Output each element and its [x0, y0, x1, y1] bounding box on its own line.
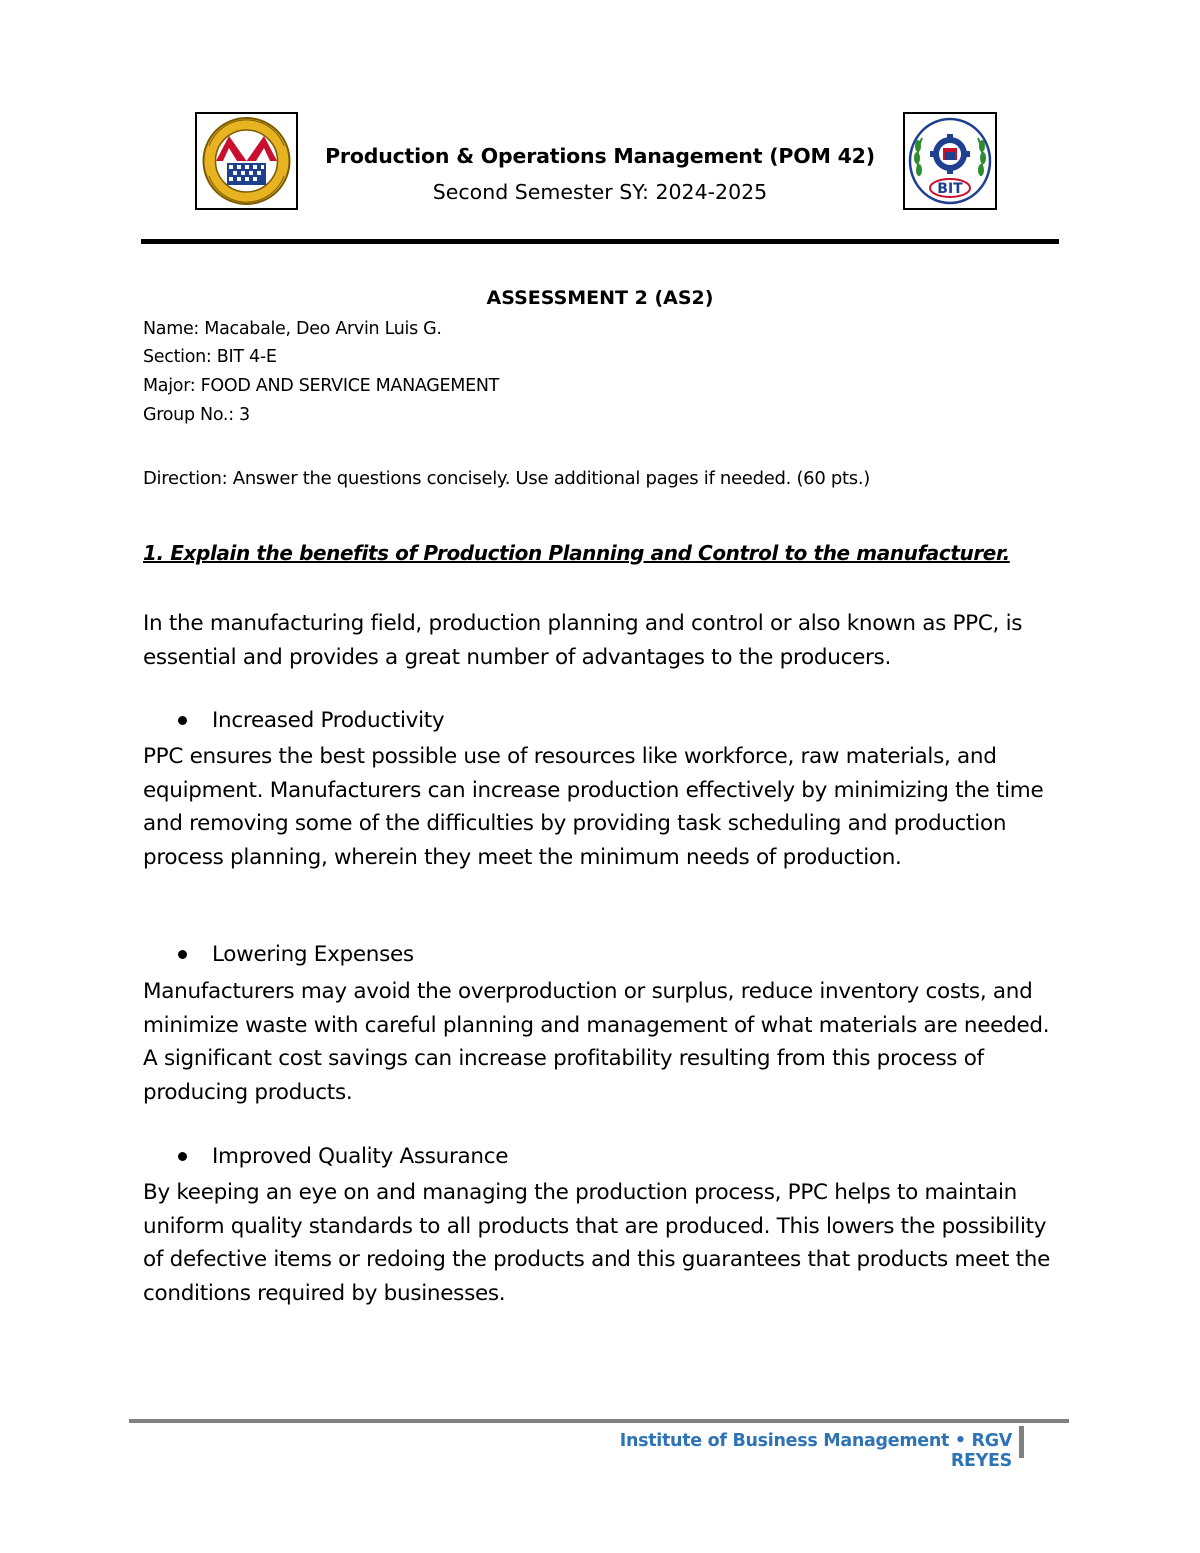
- bullet-heading-text: Improved Quality Assurance: [212, 1144, 509, 1169]
- question-1-title: 1. Explain the benefits of Production Planning and Control to the manufacturer.: [143, 541, 1010, 565]
- student-major: Major: FOOD AND SERVICE MANAGEMENT: [143, 376, 500, 396]
- bullet-heading-text: Increased Productivity: [212, 708, 445, 733]
- benefit-paragraph: Manufacturers may avoid the overproduction or surplus, reduce inventory costs, and minimize waste with careful planning and management of what materials are needed. A significant cost savings can increase profitability resulting from this process of producing products.: [143, 979, 1050, 1105]
- bit-logo-text: BIT: [937, 181, 963, 197]
- bullet-icon: [178, 1152, 187, 1161]
- benefit-paragraph: PPC ensures the best possible use of resources like workforce, raw materials, and equipment. Manufacturers can increase production effectively by minimizing the time and removing some of the difficulties by providing task scheduling and production process planning, wherein they meet the minimum needs of production.: [143, 744, 1044, 870]
- college-seal-icon: [199, 116, 294, 206]
- student-name: Name: Macabale, Deo Arvin Luis G.: [143, 319, 442, 339]
- college-seal-logo: [195, 112, 298, 210]
- benefit-paragraph: By keeping an eye on and managing the production process, PPC helps to maintain uniform quality standards to all products that are produced. This lowers the possibility of defective items or redoing the products and this guarantees that products meet the conditions required by businesses.: [143, 1180, 1051, 1306]
- bullet-heading-text: Lowering Expenses: [212, 942, 414, 967]
- footer-divider: [129, 1419, 1069, 1423]
- assessment-title: ASSESSMENT 2 (AS2): [486, 287, 714, 309]
- student-section: Section: BIT 4-E: [143, 347, 277, 367]
- bullet-heading: [178, 942, 414, 967]
- footer-bar: [1019, 1426, 1024, 1458]
- footer-text: Institute of Business Management • RGV REYES: [619, 1431, 1012, 1471]
- bullet-icon: [178, 716, 187, 725]
- bullet-heading: [178, 708, 444, 733]
- course-title: Production & Operations Management (POM 42): [325, 144, 875, 168]
- intro-paragraph: In the manufacturing field, production planning and control or also known as PPC, is essential and provides a great number of advantages to the producers.: [143, 611, 1023, 670]
- bullet-icon: [178, 950, 187, 959]
- direction-text: Direction: Answer the questions concisely. Use additional pages if needed. (60 pts.): [143, 468, 871, 489]
- bullet-heading: [178, 1144, 508, 1169]
- group-number: Group No.: 3: [143, 405, 250, 425]
- header-divider: [141, 239, 1059, 244]
- semester-subtitle: Second Semester SY: 2024-2025: [432, 180, 768, 204]
- bit-logo: [903, 112, 997, 210]
- bit-logo-icon: [906, 116, 994, 206]
